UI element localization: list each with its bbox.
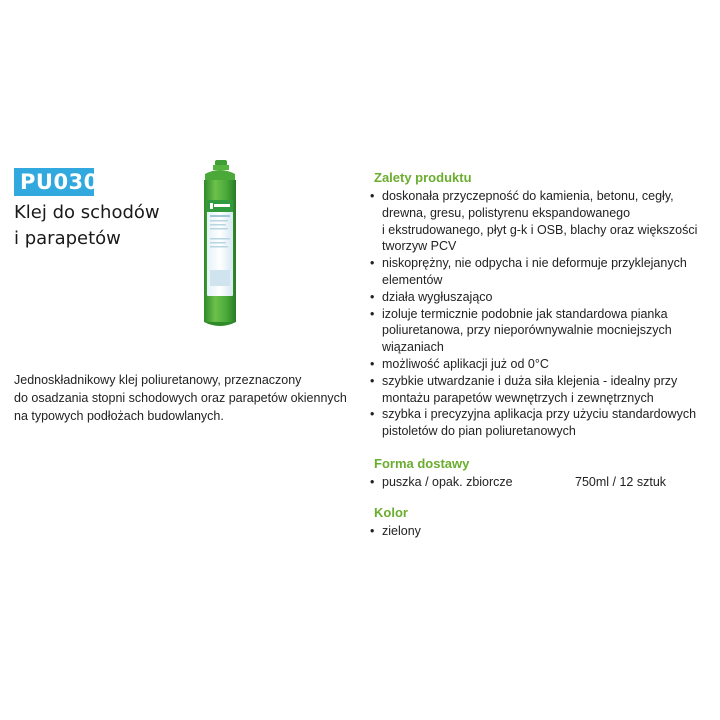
delivery-row: • puszka / opak. zbiorcze 750ml / 12 sztuk: [370, 474, 667, 489]
color-heading: Kolor: [374, 504, 408, 520]
benefits-list: [370, 188, 715, 440]
benefit-item: • niskoprężny, nie odpycha i nie deformuje przyklejanych elementów: [370, 255, 715, 289]
title-line: i parapetów: [14, 228, 121, 249]
product-details: [370, 170, 715, 540]
description-line: na typowych podłożach budowlanych.: [14, 409, 224, 423]
product-description: [14, 371, 364, 425]
delivery-value: 750ml / 12 sztuk: [575, 474, 667, 489]
benefit-item: • możliwość aplikacji już od 0°C: [370, 356, 715, 373]
description-line: do osadzania stopni schodowych oraz parapetów okiennych: [14, 391, 347, 405]
color-value: zielony: [382, 523, 421, 538]
title-line: Klej do schodów: [14, 202, 160, 223]
description-line: Jednoskładnikowy klej poliuretanowy, przeznaczony: [14, 373, 302, 387]
product-code-badge: PU030: [14, 168, 94, 196]
delivery-heading: Forma dostawy: [374, 455, 470, 471]
color-row: • zielony: [370, 523, 421, 538]
delivery-item: puszka / opak. zbiorcze: [382, 474, 513, 489]
benefits-heading: Zalety produktu: [374, 170, 472, 185]
benefit-item: • izoluje termicznie podobnie jak standardowa pianka poliuretanowa, przy nieporównywalnie mocniejszych wiązaniach: [370, 306, 715, 356]
benefit-item: • doskonała przyczepność do kamienia, betonu, cegły, drewna, gresu, polistyrenu ekspandowanego i ekstrudowanego, płyt g-k i OSB, blachy oraz większości tworzyw PCV: [370, 188, 715, 255]
benefit-item: • działa wygłuszająco: [370, 289, 715, 306]
product-title: [14, 200, 160, 252]
benefit-item: • szybkie utwardzanie i duża siła klejenia - idealny przy montażu parapetów wewnętrzych i zewnętrznych: [370, 373, 715, 407]
benefit-item: • szybka i precyzyjna aplikacja przy użyciu standardowych pistoletów do pian poliuretanowych: [370, 406, 715, 440]
product-can-image: [195, 160, 245, 330]
